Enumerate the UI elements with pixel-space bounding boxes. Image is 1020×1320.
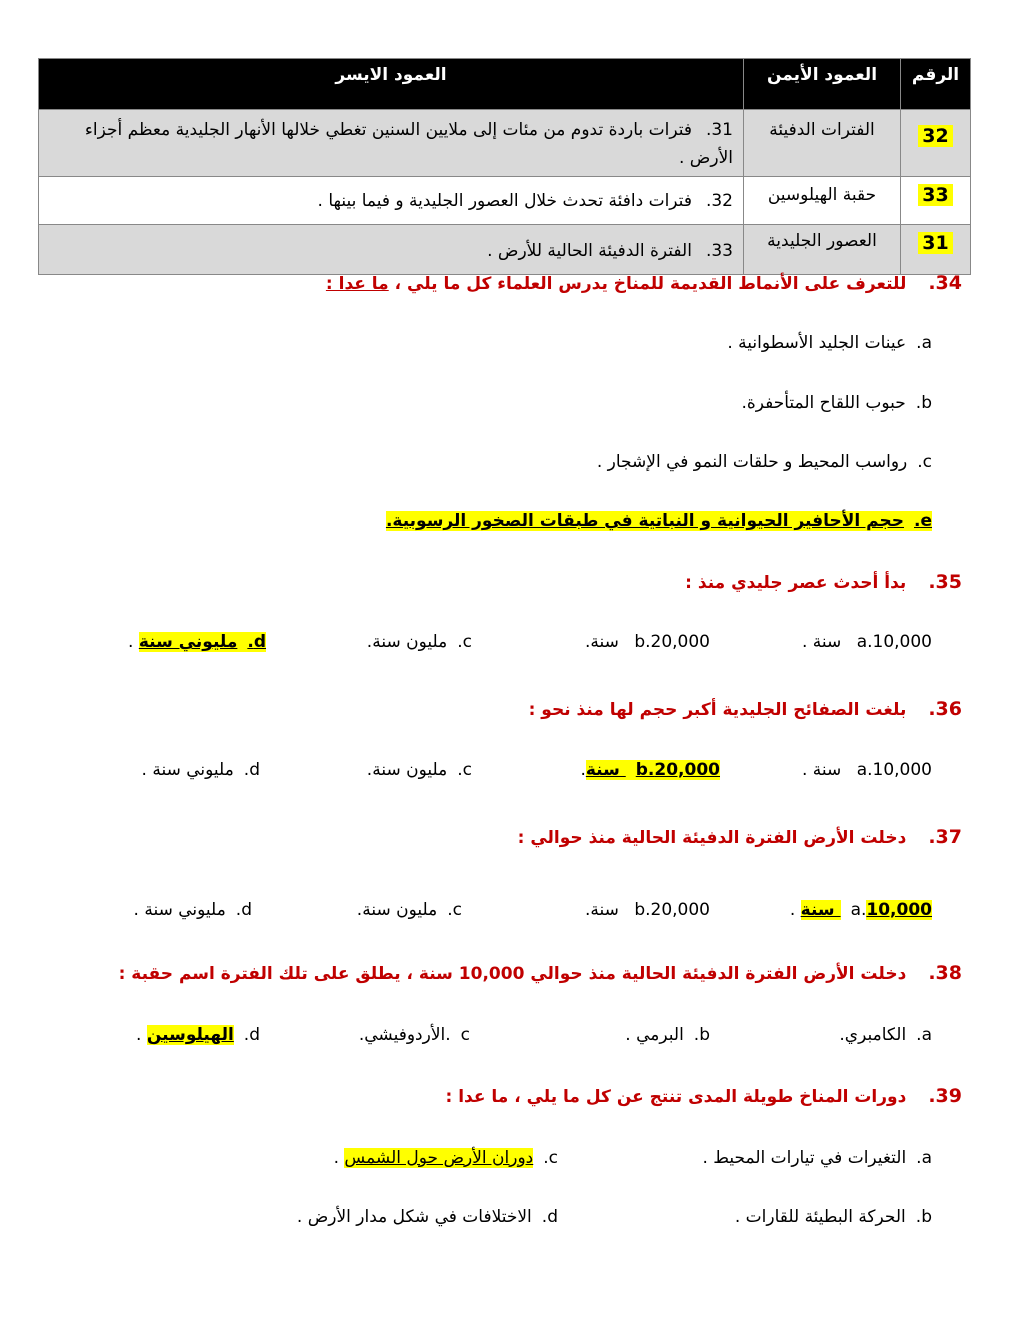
q35-option-d[interactable]: d.مليوني سنة . xyxy=(128,632,266,652)
answer-number: 33 xyxy=(918,184,952,206)
q36-option-d[interactable]: d.مليوني سنة . xyxy=(141,760,260,780)
table-row xyxy=(39,225,971,275)
q39-option-b[interactable]: b.الحركة البطيئة للقارات . xyxy=(734,1207,932,1227)
q39-option-a[interactable]: a.التغيرات في تيارات المحيط . xyxy=(702,1148,932,1168)
q39-option-d[interactable]: d.الاختلافات في شكل مدار الأرض . xyxy=(296,1207,558,1227)
q34-option-e[interactable]: e.حجم الأحافير الحيوانية و النباتية في طبقات الصخور الرسوبية. xyxy=(385,511,932,531)
question-39: 39.دورات المناخ طويلة المدى تنتج عن كل ما يلي ، ما عدا : xyxy=(445,1085,962,1107)
right-term: العصور الجليدية xyxy=(744,225,901,275)
header-right-column: العمود الأيمن xyxy=(744,59,901,110)
right-term: الفترات الدفيئة xyxy=(744,110,901,177)
q34-option-b[interactable]: b.حبوب اللقاح المتأحفرة. xyxy=(741,393,932,413)
table-row xyxy=(39,110,971,177)
table-header-row xyxy=(39,59,971,110)
q37-option-b[interactable]: b.20,000 سنة. xyxy=(585,900,710,920)
q37-option-a[interactable]: a.10,000 سنة . xyxy=(789,900,932,920)
q38-option-c[interactable]: c.الأردوفيشي. xyxy=(358,1025,470,1045)
answer-number: 32 xyxy=(918,125,952,147)
question-35: 35.بدأ أحدث عصر جليدي منذ : xyxy=(685,571,962,593)
table-row xyxy=(39,177,971,225)
answer-number: 31 xyxy=(918,232,952,254)
q38-option-b[interactable]: b.البرمي . xyxy=(625,1025,710,1045)
q38-option-a[interactable]: a.الكامبري. xyxy=(839,1025,932,1045)
q36-option-b[interactable]: b.20,000 سنة. xyxy=(580,760,720,780)
q34-option-c[interactable]: c.رواسب المحيط و حلقات النمو في الإشجار . xyxy=(596,452,932,472)
question-36: 36.بلغت الصفائح الجليدية أكبر حجم لها منذ نحو : xyxy=(528,698,962,720)
question-38: 38.دخلت الأرض الفترة الدفيئة الحالية منذ حوالي 10,000 سنة ، يطلق على تلك الفترة اسم حقبة : xyxy=(118,962,962,984)
q39-option-c[interactable]: c.دوران الأرض حول الشمس . xyxy=(333,1148,558,1168)
q34-option-a[interactable]: a.عينات الجليد الأسطوانية . xyxy=(727,333,932,353)
left-definition: 32.فترات دافئة تحدث خلال العصور الجليدية و فيما بينها . xyxy=(39,177,744,225)
question-34: 34.للتعرف على الأنماط القديمة للمناخ يدرس العلماء كل ما يلي ، ما عدا : xyxy=(325,272,962,294)
q37-option-c[interactable]: c.مليون سنة. xyxy=(356,900,462,920)
q35-option-c[interactable]: c.مليون سنة. xyxy=(366,632,472,652)
q36-option-c[interactable]: c.مليون سنة. xyxy=(366,760,472,780)
q35-option-a[interactable]: a.10,000 سنة . xyxy=(801,632,932,652)
q38-option-d[interactable]: d.الهيلوسين . xyxy=(136,1025,260,1045)
q37-option-d[interactable]: d.مليوني سنة . xyxy=(133,900,252,920)
left-definition: 31.فترات باردة تدوم من مئات إلى ملايين السنين تغطي خلالها الأنهار الجليدية معظم أجزاء الأرض . xyxy=(39,110,744,177)
header-left-column: العمود الايسر xyxy=(39,59,744,110)
left-definition: 33.الفترة الدفيئة الحالية للأرض . xyxy=(39,225,744,275)
matching-table xyxy=(38,58,971,275)
header-num: الرقم xyxy=(901,59,971,110)
q35-option-b[interactable]: b.20,000 سنة. xyxy=(585,632,710,652)
question-37: 37.دخلت الأرض الفترة الدفيئة الحالية منذ حوالي : xyxy=(517,826,962,848)
right-term: حقبة الهيلوسين xyxy=(744,177,901,225)
q36-option-a[interactable]: a.10,000 سنة . xyxy=(801,760,932,780)
